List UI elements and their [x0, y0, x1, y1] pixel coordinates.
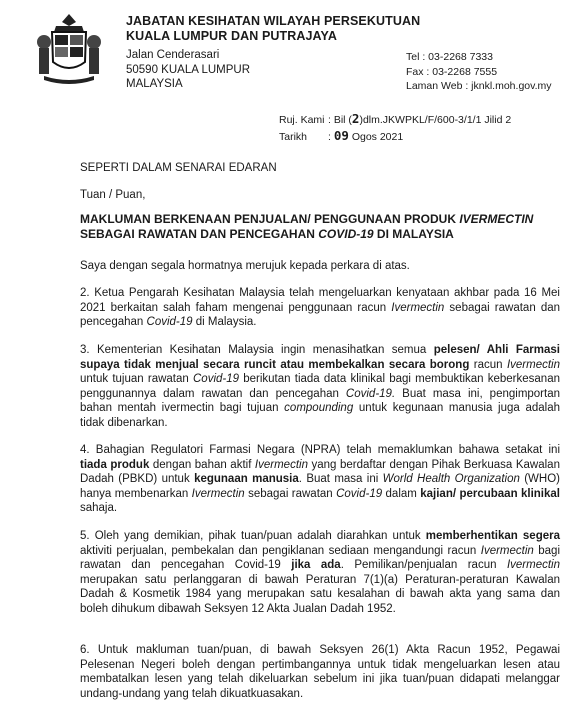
website: Laman Web : jknkl.moh.gov.my [406, 80, 552, 92]
paragraph-text: Buat masa ini, pengimportan bahan mentah ivermectin bagi tujuan [80, 387, 561, 414]
paragraph-text: (WHO) hanya membenarkan [80, 473, 560, 500]
paragraph-text: pelesen/ Ahli Farmasi supaya tidak menjual secara runcit atau membekalkan secara borong [80, 344, 560, 371]
paragraph-text: 5. Oleh yang demikian, pihak tuan/puan adalah diarahkan untuk [80, 530, 426, 542]
paragraph-text: Ivermectin [480, 544, 534, 557]
subject-line1 [80, 212, 560, 227]
paragraph-text: Covid-19 [146, 316, 193, 328]
handwritten-day: 09 [333, 128, 349, 143]
subject-text: IVERMECTIN [459, 212, 534, 226]
reference-block [279, 111, 511, 145]
contact-details [406, 50, 552, 94]
paragraph-text: berikutan tiada data klinikal bagi membuktikan keberkesanan penggunannya dalam rawatan dan pencegahan [80, 373, 560, 400]
paragraph-text: untuk tujuan rawatan [80, 373, 193, 385]
opening-sentence: Saya dengan segala hormatnya merujuk kepada perkara di atas. [80, 260, 410, 272]
paragraph-text: Covid-19 [336, 487, 383, 500]
paragraph-text: 2. Ketua Pengarah Kesihatan Malaysia telah mengeluarkan kenyataan akhbar pada 16 Mei 2021 berkaitan salah faham mengenai penggunaan racun [80, 287, 560, 314]
paragraph-text: tiada produk [80, 458, 150, 471]
paragraph-text: Covid-19. [345, 387, 396, 400]
paragraph-6: 6. Untuk makluman tuan/puan, di bawah Seksyen 26(1) Akta Racun 1952, Pegawai Pelesenan Negeri boleh dengan pertimbangannya untuk tidak mengeluarkan lesen atau membatalkan lesen yang telah dikeluarkan sebelum ini jika tuan/puan didapati melanggar undang-undang yang telah dikuatkuasakan. [80, 644, 560, 700]
paragraph-2 [80, 286, 560, 330]
paragraph-text: memberhentikan segera [425, 530, 560, 542]
organization-name [126, 14, 420, 44]
fax: Fax : 03-2268 7555 [406, 65, 498, 78]
paragraph-text: . Buat masa ini [298, 473, 383, 485]
subject-text: SEBAGAI RAWATAN DAN PENCEGAHAN [80, 227, 319, 241]
handwritten-number: 2 [351, 111, 360, 126]
postal-address [126, 48, 250, 92]
paragraph-3 [80, 343, 560, 430]
paragraph-text: Ivermectin [506, 559, 560, 571]
paragraph-text: 4. Bahagian Regulatori Farmasi Negara (NPRA) telah memaklumkan bahawa setakat ini [80, 444, 560, 456]
paragraph-text: dalam [382, 487, 421, 500]
subject-text: DI MALAYSIA [373, 227, 454, 241]
subject-text: COVID-19 [318, 227, 374, 241]
paragraph-5 [80, 529, 560, 616]
paragraph-text: kajian/ percubaan klinikal [420, 487, 560, 500]
paragraph-text: sebagai rawatan dan pencegahan [80, 301, 561, 328]
paragraph-text: compounding [284, 402, 354, 414]
subject-line2 [80, 227, 560, 242]
paragraph-text: . Pemilikan/penjualan racun [340, 559, 507, 571]
subject-text: MAKLUMAN BERKENAAN PENJUALAN/ PENGGUNAAN PRODUK [80, 212, 460, 226]
paragraph-text: sahaja. [80, 502, 118, 514]
paragraph-4 [80, 443, 560, 516]
address-line: MALAYSIA [126, 78, 183, 90]
paragraph-text: di Malaysia. [192, 316, 257, 328]
organization-name-line2: KUALA LUMPUR DAN PUTRAJAYA [126, 29, 337, 43]
paragraph-text: 3. Kementerian Kesihatan Malaysia ingin menasihatkan semua [80, 344, 434, 356]
salutation: Tuan / Puan, [80, 189, 146, 201]
paragraph-text: sebagai rawatan [244, 487, 337, 500]
paragraph-text: Ivermectin [254, 458, 308, 471]
organization-name-line1: JABATAN KESIHATAN WILAYAH PERSEKUTUAN [126, 14, 421, 28]
paragraph-text: World Health Organization [382, 473, 520, 485]
address-line: Jalan Cenderasari [126, 49, 220, 61]
recipient-line: SEPERTI DALAM SENARAI EDARAN [80, 162, 277, 174]
paragraph-text: kegunaan manusia [194, 473, 299, 485]
telephone: Tel : 03-2268 7333 [406, 51, 493, 63]
subject-heading [80, 212, 560, 242]
reference-number [279, 111, 511, 128]
date-month-year: Ogos 2021 [351, 131, 404, 143]
paragraph-text: dengan bahan aktif [149, 458, 255, 471]
coat-of-arms-icon [30, 10, 108, 84]
date-colon: : [328, 131, 331, 143]
letter-date [279, 128, 511, 145]
reference-label: Ruj. Kami [279, 114, 325, 126]
address-line: 50590 KUALA LUMPUR [126, 63, 251, 76]
paragraph-text: bagi rawatan dan pencegahan Covid-19 [80, 544, 560, 571]
paragraph-text: Ivermectin [506, 358, 560, 371]
reference-suffix: )dlm.JKWPKL/F/600-3/1/1 Jilid 2 [359, 114, 512, 126]
paragraph-text: aktiviti perjualan, pembekalan dan pengiklanan sediaan mengandungi racun [80, 544, 481, 557]
paragraph-text: Ivermectin [191, 487, 245, 500]
paragraph-text: racun [469, 358, 507, 371]
date-label: Tarikh [279, 131, 308, 143]
paragraph-text: Ivermectin [391, 301, 445, 314]
paragraph-text: Covid-19 [193, 373, 240, 385]
paragraph-text: merupakan satu perlanggaran di bawah Peraturan 7(1)(a) Peraturan-peraturan Kawalan Dadah & Kosmetik 1984 yang merupakan satu kesalahan di bawah akta yang sama dan boleh dihukum dibawah Seksyen 12 Akta Jualan Dadah 1952. [80, 573, 560, 615]
reference-prefix: : Bil ( [328, 114, 352, 126]
paragraph-text: jika ada [291, 559, 341, 571]
paragraph-text: yang berdaftar dengan Pihak Berkuasa Kawalan Dadah (PBKD) untuk [80, 458, 560, 485]
paragraph-text: untuk kegunaan manusia juga adalah tidak dibenarkan. [80, 402, 560, 429]
